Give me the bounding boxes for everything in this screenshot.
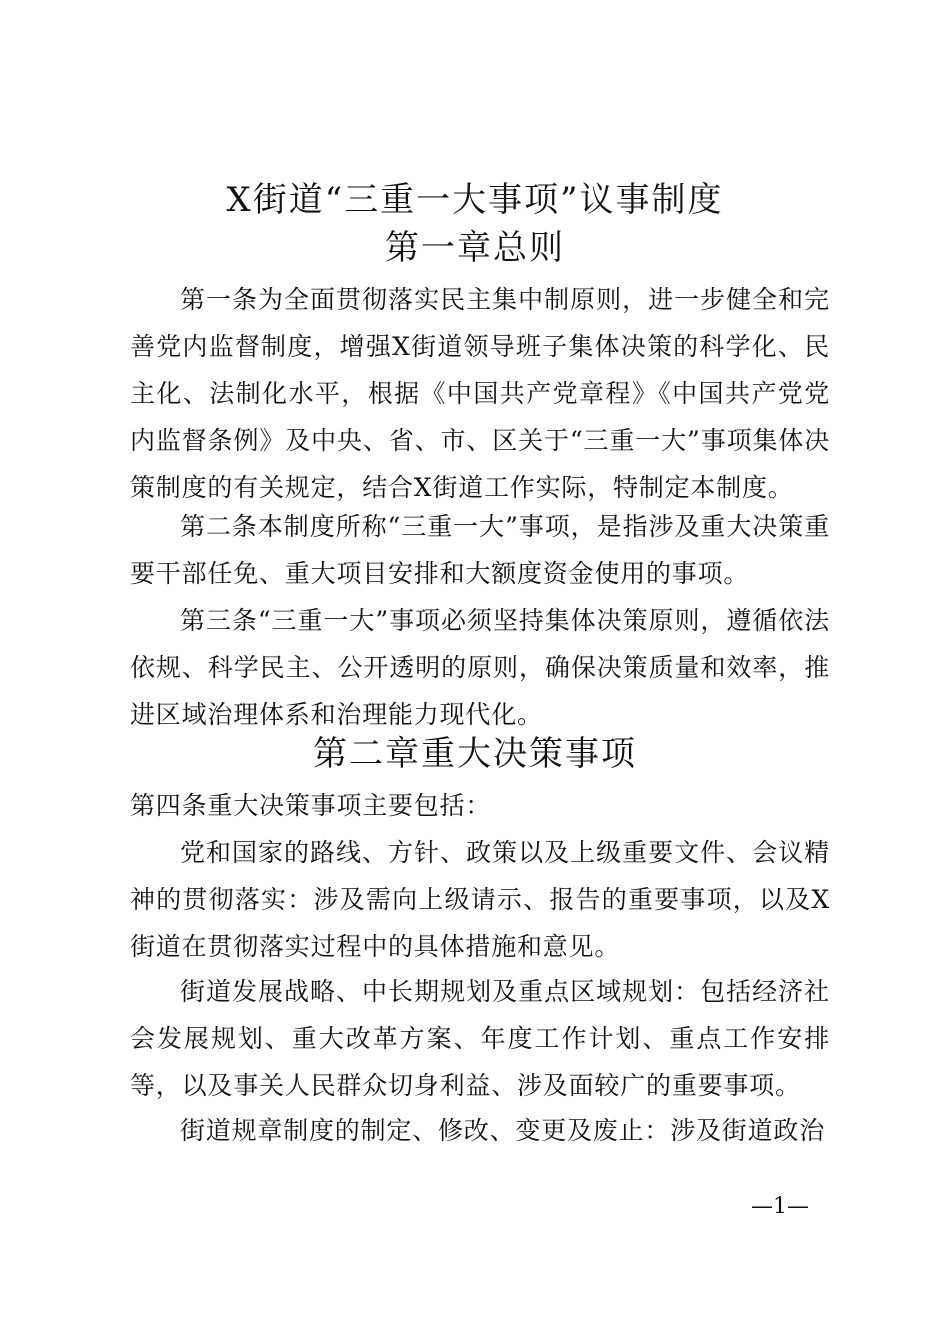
article-one-paragraph: 第一条为全面贯彻落实民主集中制原则，进一步健全和完善党内监督制度，增强X街道领导班子集体决策的科学化、民主化、法制化水平，根据《中国共产党章程》《中国共产党党内监督条例》及中央、省、市、区关于“三重一大”事项集体决策制度的有关规定，结合X街道工作实际，特制定本制度。 — [130, 285, 830, 502]
page-number: —1— — [751, 1194, 809, 1219]
article-four-intro: 第四条重大决策事项主要包括： — [130, 791, 492, 820]
decision-item-policy-implementation: 党和国家的路线、方针、政策以及上级重要文件、会议精神的贯彻落实：涉及需向上级请示、报告的重要事项，以及X街道在贯彻落实过程中的具体措施和意见。 — [130, 838, 830, 961]
chapter-two-heading: 第二章重大决策事项 — [313, 734, 637, 774]
chapter-one-heading: 第一章总则 — [385, 228, 565, 268]
decision-item-rules-regulations: 街道规章制度的制定、修改、变更及废止：涉及街道政治 — [180, 1116, 826, 1145]
article-two-paragraph: 第二条本制度所称“三重一大”事项，是指涉及重大决策重要干部任免、重大项目安排和大额度资金使用的事项。 — [130, 512, 830, 588]
article-three-paragraph: 第三条“三重一大”事项必须坚持集体决策原则，遵循依法依规、科学民主、公开透明的原则，确保决策质量和效率，推进区域治理体系和治理能力现代化。 — [130, 606, 830, 729]
decision-item-development-strategy: 街道发展战略、中长期规划及重点区域规划：包括经济社会发展规划、重大改革方案、年度工作计划、重点工作安排等，以及事关人民群众切身利益、涉及面较广的重要事项。 — [130, 977, 830, 1100]
document-title: X街道“三重一大事项”议事制度 — [226, 180, 724, 220]
